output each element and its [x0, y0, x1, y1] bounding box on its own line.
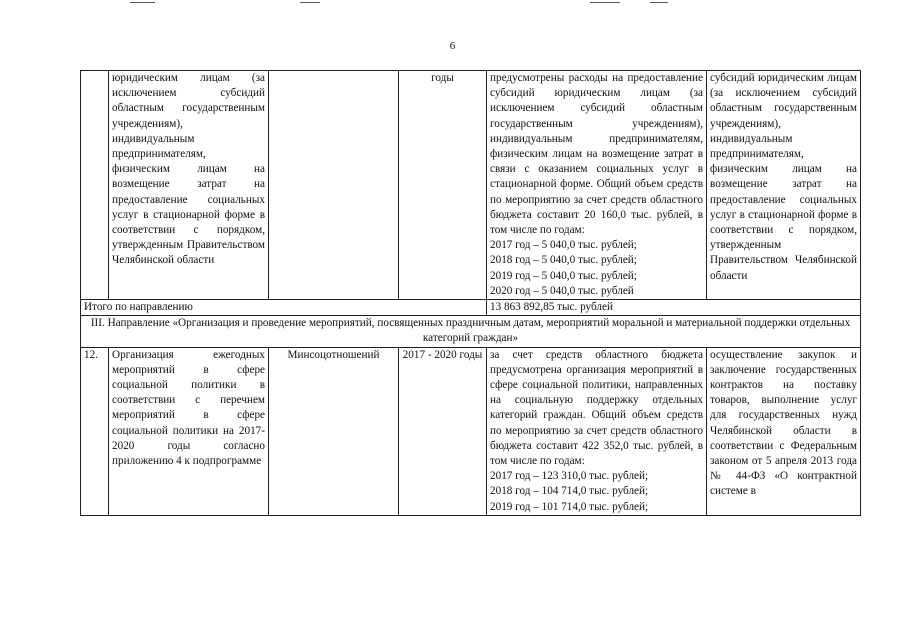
funding-year-2017: 2017 год – 123 310,0 тыс. рублей;: [490, 470, 649, 483]
funding-description: предусмотрены расходы на предоставление субсидий юридическим лицам (за исключением субсидий областным государственным учреждениям), индивидуальным предпринимателям, физическим лицам на возмещение затрат в связи с оказанием социальных услуг в стационарной форме. Общий объем средств по мероприятию за счет средств областного бюджета составит 20 160,0 тыс. рублей, в том числе по годам:: [490, 72, 703, 237]
table-row-continued: [81, 71, 861, 300]
cell-period: годы: [399, 71, 487, 300]
cell-executor: [269, 71, 399, 300]
cell-num: [81, 71, 109, 300]
funding-year-2017: 2017 год – 5 040,0 тыс. рублей;: [490, 239, 637, 252]
cell-funding: [487, 347, 707, 515]
cell-num: 12.: [81, 347, 109, 515]
funding-year-2018: 2018 год – 5 040,0 тыс. рублей;: [490, 254, 637, 267]
direction-header: III. Направление «Организация и проведение мероприятий, посвященных праздничным датам, мероприятий моральной и материальной поддержки отдельных категорий граждан»: [81, 316, 861, 347]
total-label: Итого по направлению: [81, 300, 487, 316]
funding-year-2019: 2019 год – 5 040,0 тыс. рублей;: [490, 269, 637, 282]
funding-year-2019: 2019 год – 101 714,0 тыс. рублей;: [490, 500, 649, 513]
top-edge-marks: [0, 0, 905, 6]
funding-year-2018: 2018 год – 104 714,0 тыс. рублей;: [490, 485, 649, 498]
cell-result: осуществление закупок и заключение государственных контрактов на поставку товаров, выполнение услуг для государственных нужд Челябинской области в соответствии с Федеральным законом от 5 апреля 2013 года № 44-ФЗ «О контрактной системе в: [707, 347, 861, 515]
cell-period: 2017 - 2020 годы: [399, 347, 487, 515]
funding-description: за счет средств областного бюджета предусмотрена организация мероприятий в сфере социальной политики, направленных на социальную поддержку отдельных категорий граждан. Общий объем средств по мероприятию за счет средств областного бюджета составит 422 352,0 тыс. рублей, в том числе по годам:: [490, 348, 703, 468]
cell-executor: Минсоцотношений: [269, 347, 399, 515]
table-row-12: [81, 347, 861, 515]
total-value: 13 863 892,85 тыс. рублей: [487, 300, 861, 316]
cell-funding: [487, 71, 707, 300]
page-number: 6: [449, 40, 456, 52]
table-row-direction-header: [81, 316, 861, 347]
table-row-total: [81, 300, 861, 316]
cell-measure-name: юридическим лицам (за исключением субсидий областным государственным учреждениям), индивидуальным предпринимателям, физическим лицам на возмещение затрат на предоставление социальных услуг в стационарной форме в соответствии с порядком, утвержденным Правительством Челябинской области: [109, 71, 269, 300]
cell-measure-name: Организация ежегодных мероприятий в сфере социальной политики в соответствии с перечнем мероприятий в сфере социальной политики на 2017-2020 годы согласно приложению 4 к подпрограмме: [109, 347, 269, 515]
funding-year-2020: 2020 год – 5 040,0 тыс. рублей: [490, 284, 634, 297]
cell-result: субсидий юридическим лицам (за исключением субсидий областным государственным учреждениям), индивидуальным предпринимателям, физическим лицам на возмещение затрат на предоставление социальных услуг в стационарной форме в соответствии с порядком, утвержденным Правительством Челябинской области: [707, 71, 861, 300]
plan-table: [80, 70, 861, 516]
